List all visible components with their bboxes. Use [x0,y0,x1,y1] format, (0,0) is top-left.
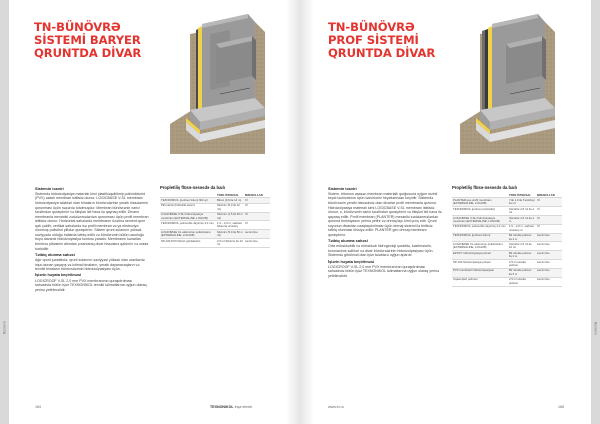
page-number: 184 [35,405,41,409]
table-cell: Bir sürətlə polimer ilə 5 m [508,268,536,277]
table-cell: Stivinim (1,5 ilə 30 m ml) [217,212,243,220]
table-row [160,221,270,230]
table-cell: Stivinim (5,0 ilə 50 m ml) [217,229,243,238]
side-stripe [0,0,9,424]
system-description [328,185,442,279]
section-body: Sistem, bitumun əsasən membran materiallı qurğusuna uyğun rezinli keçid təchizatının üçün təsvirlərini heyətlərindən keçirilir. Sistemdə bünövrənin yeraltı hissəsində olan divarlar profil membranla qorunur. Hidroizolyasiya materialı kimi LOGICBASE V-SL membranı istifadə olunur, o, bünövrənin xarici tərəfindən quraşdırılır və tikişləri isti hava ilə qaynaq edilir. Profil membran (PLANTER) mexaniki zədələnmələrdən qoruma funksiyasını yerinə yetirir və drenaj layı kimi çıxış edir. Qrunt suyunun divardan uzaqlaşdırılması üçün drenaj sistemi ilə birlikdə tətbiq olunması tövsiyə edilir. PLANTER geo drenaj membranı quraşdırılır. [328,191,442,237]
table-cell: Xİ [244,203,270,212]
section-body: Sistemdə hidroizolyasiya materialı kimi plastikləşdirilmiş polivinilxlorid (PVX) əsaslı membran istifadə olunur. LOGICBASE V-SL membranı hidroizolyasiya tələbləri olan binaların bünövrələrinin yeraltı hissələrinin qorunması üçün nəzərdə tutulmuşdur. Membran bünövrənin xarici tərəfindən quraşdırılır və tikişləri isti hava ilə qaynaq edilir. Divarın membranla mexaniki zədələnmələrdən qorunması üçün profil membran istifadə olunur. Horizontal sahələrdə membranın üzərinə sement-qum qatı çəkilir, vertikal sahələrdə isə profil membran və ya ekstruziya olunmuş polistirol plitələr quraşdırılır. Sistem qrunt sularının yüksək səviyyədə olduğu hallarda tətbiq edilir və bünövrənin bütün uzunluğu boyu davamlı hidroizolyasiya konturu yaradır. Membranın kənarları bünövrə plitəsinin altından çıxarılaraq divar hissəsinə qaldırılır və orada bərkidilir. [35,191,149,251]
table-cell: Xİ [244,212,270,221]
table-row [452,268,562,277]
side-stripe-label: Bünövrə [593,321,598,335]
table-cell: 2,5 ml Stivinim ilə 10 ml [217,238,243,246]
table-header: MƏHSULLAR [536,193,562,198]
section-body: LOGICROOF V-SL 2,0 mm PVX membranının quraşdırılması sahəsində bütün işlər TEXNONIKOL təlimatlarına uyğun olaraq yerinə yetirilməlidir. [328,264,440,279]
table-cell: Xİ [244,198,270,203]
title-line: QRUNTDA DİVAR [34,45,142,60]
table-cell: EPOXY hidroizolyasiya primeri [452,251,508,260]
table-row [452,207,562,216]
table-cell: Bir sürətlə polimer ilə 2 m [508,251,536,260]
foundation-illustration [160,14,270,162]
table-row [160,239,270,248]
table-cell: Lamin line [536,260,562,269]
foundation-illustration [450,14,560,162]
table-cell: Lamin line [244,230,270,239]
section-heading: Tətbiq olunma sahəsi [35,251,75,257]
title-line: QRUNTDA DİVAR [328,45,436,60]
table-row [160,230,270,239]
table-cell: TEXNONIKOL (polimer prelimitlə) [452,207,508,216]
table-cell: 2,5 ml sürətlə polimer [508,260,536,269]
section-heading: Sistemin təsviri [328,185,357,191]
table-title: Propletiliş flüsə-nəsəsdə da baılı [452,185,517,190]
table-row [452,277,562,286]
right-page [300,0,600,424]
materials-table [452,193,562,287]
table-cell: TEXNONIKOL (polimer bitum) filizi qil [160,198,216,203]
table-cell: Lamin line [536,277,562,286]
brand-name: TEXNONIKOL [210,405,234,409]
table-cell: Xİ [536,207,562,216]
table-cell: Pilit narsis (bütünlük dəmir) [160,203,216,212]
table-cell: TEXNONIKOL (polimer bitum) [452,233,508,242]
table-cell: PVX membranlı hidroizolyasiyası [452,268,508,277]
table-cell: Bitum (0,9 ilə 14 m) [216,198,244,203]
table-row [452,216,562,225]
table-cell: Xİ [536,198,562,207]
table-cell: SP-100 hidroizolyasiya primeri [452,260,508,269]
table-cell: LOGICBASE V-SL hidroizolyasiya membranı (EXTERNALINE, LOGICB) [160,212,216,221]
table-cell: Bir sürətlə polimer ilə 4 m [508,233,536,242]
table-cell: Lamin line [536,251,562,260]
table-cell: LOGICBASE CL ekstruzion polistirolunu (EXTERNALINE, LOGICB) [160,230,216,239]
system-description [35,185,149,292]
section-body: Orta mürəkkəblik və mürəkkəb hidrogeoloji şəraitdə, kəsilmələrin, koronavirus səthləri və divar bünövrələrinin hidroizolyasiyası üçün. Sistemdə görülməli olan işlər tələblərə uyğun aparılır. [328,244,434,258]
table-row [452,233,562,242]
table-header: TƏZE İSTEHSAL [216,193,244,198]
title-line: PROF SİSTEMİ [328,32,419,47]
table-header: MƏHSULLAR [244,193,270,198]
section-body: Ağır qrunt şəraitində, qrunt sularının səviyyəsi yüksək olan ərazilərdə inşa olunan yaşayış və ictimai binaların, yeraltı dayanacaqların və texniki binaların bünövrələrinin hidroizolyasiyası üçün. [35,257,145,272]
page-title [328,21,435,59]
table-cell: Yük 1,0 ilə Təmizləyi ilə ml [509,197,535,206]
table-row [160,212,270,221]
table-cell: 1,5 – 2,0 m, sərbəst fırlanma uzunluq [216,221,244,230]
table-cell: Sönürlər 2,5 ml ilə 4 ml [508,207,536,216]
table-row [452,242,562,251]
table-cell: Xİ [536,224,562,233]
table-row [452,260,562,269]
side-stripe-label: Bünövrə [2,321,7,335]
table-cell: TEXNONIKOL polimerbis dəyirmiş 4,0 mm [160,221,216,230]
table-header: TƏZE İSTEHSAL [508,193,536,198]
brand-tagline: Inşa etmek [234,405,253,409]
table-cell: Sönürlər 2,5 ml ilə 4 m [508,216,536,225]
table-row [452,251,562,260]
table-cell: Xİ [244,221,270,230]
materials-table [160,193,270,248]
title-line: SİSTEMİ BARYER [34,32,141,47]
table-cell: Lamin line [536,242,562,251]
footer-website: www.tn.ru [328,405,344,409]
table-cell: 2,5 ml sürətlə polimer [508,277,536,286]
materials-table-block [452,185,562,287]
side-stripe [591,0,600,424]
table-cell: 1,5 – 2,0 m, sərbəst uzunluq ml [508,224,536,233]
table-cell: SP-100 PVX bitimiz gözlələrinin [160,239,216,248]
table-cell: LOGICBASE V-SL hidroizolyasiya membranı (EXTERNALINE, LOGICB) [452,216,508,225]
section-heading: Sistemin təsviri [35,185,64,191]
materials-table-block [160,185,270,248]
section-heading: Tətbiq olunma sahəsi [328,238,368,244]
table-cell: LOGICBASE CL ekstruzion polistirolunu (EXTERNALINE, LOGICB) [452,242,508,251]
section-body: LOGICROOF V-SL 2,0 mm PVX membranının quraşdırılması sahəsində bütün işlər TEXNONIKOL texniki təlimatlarına uyğun olaraq yerinə yetirilməlidir. [35,278,147,292]
table-cell: Sönürlər 2,5 ml ilə 10 ml [508,242,536,251]
table-cell: Lamin line [536,233,562,242]
section-heading: İşlərin həyata keçirilməsi [328,258,375,264]
table-cell: PLANTER geo profil membranı (EXTERNALINE, LOGICB) [452,198,508,207]
section-heading: İşlərin həyata keçirilməsi [35,272,82,278]
table-cell: Stivinim (5,0 ilə 12 ml) [216,203,244,212]
table-cell: Lamin line [536,268,562,277]
page-number: 185 [558,405,564,409]
table-row [452,224,562,233]
table-row [160,203,270,212]
table-title: Propletiliş flüsə-nəsəsdə da baılı [160,185,225,190]
table-cell: Xİ [536,216,562,225]
table-cell: İnşaat işləri polimeri [452,277,508,286]
table-cell: TEXNONIKOL polimerbis dəyirmiş 4,0 mm [452,224,508,233]
page-title [34,21,141,59]
title-line: TN-BÜNÖVRƏ [328,20,415,34]
table-cell: Lamin line [244,239,270,248]
table-row [452,198,562,207]
footer-brand [210,405,252,409]
title-line: TN-BÜNÖVRƏ [34,20,121,34]
